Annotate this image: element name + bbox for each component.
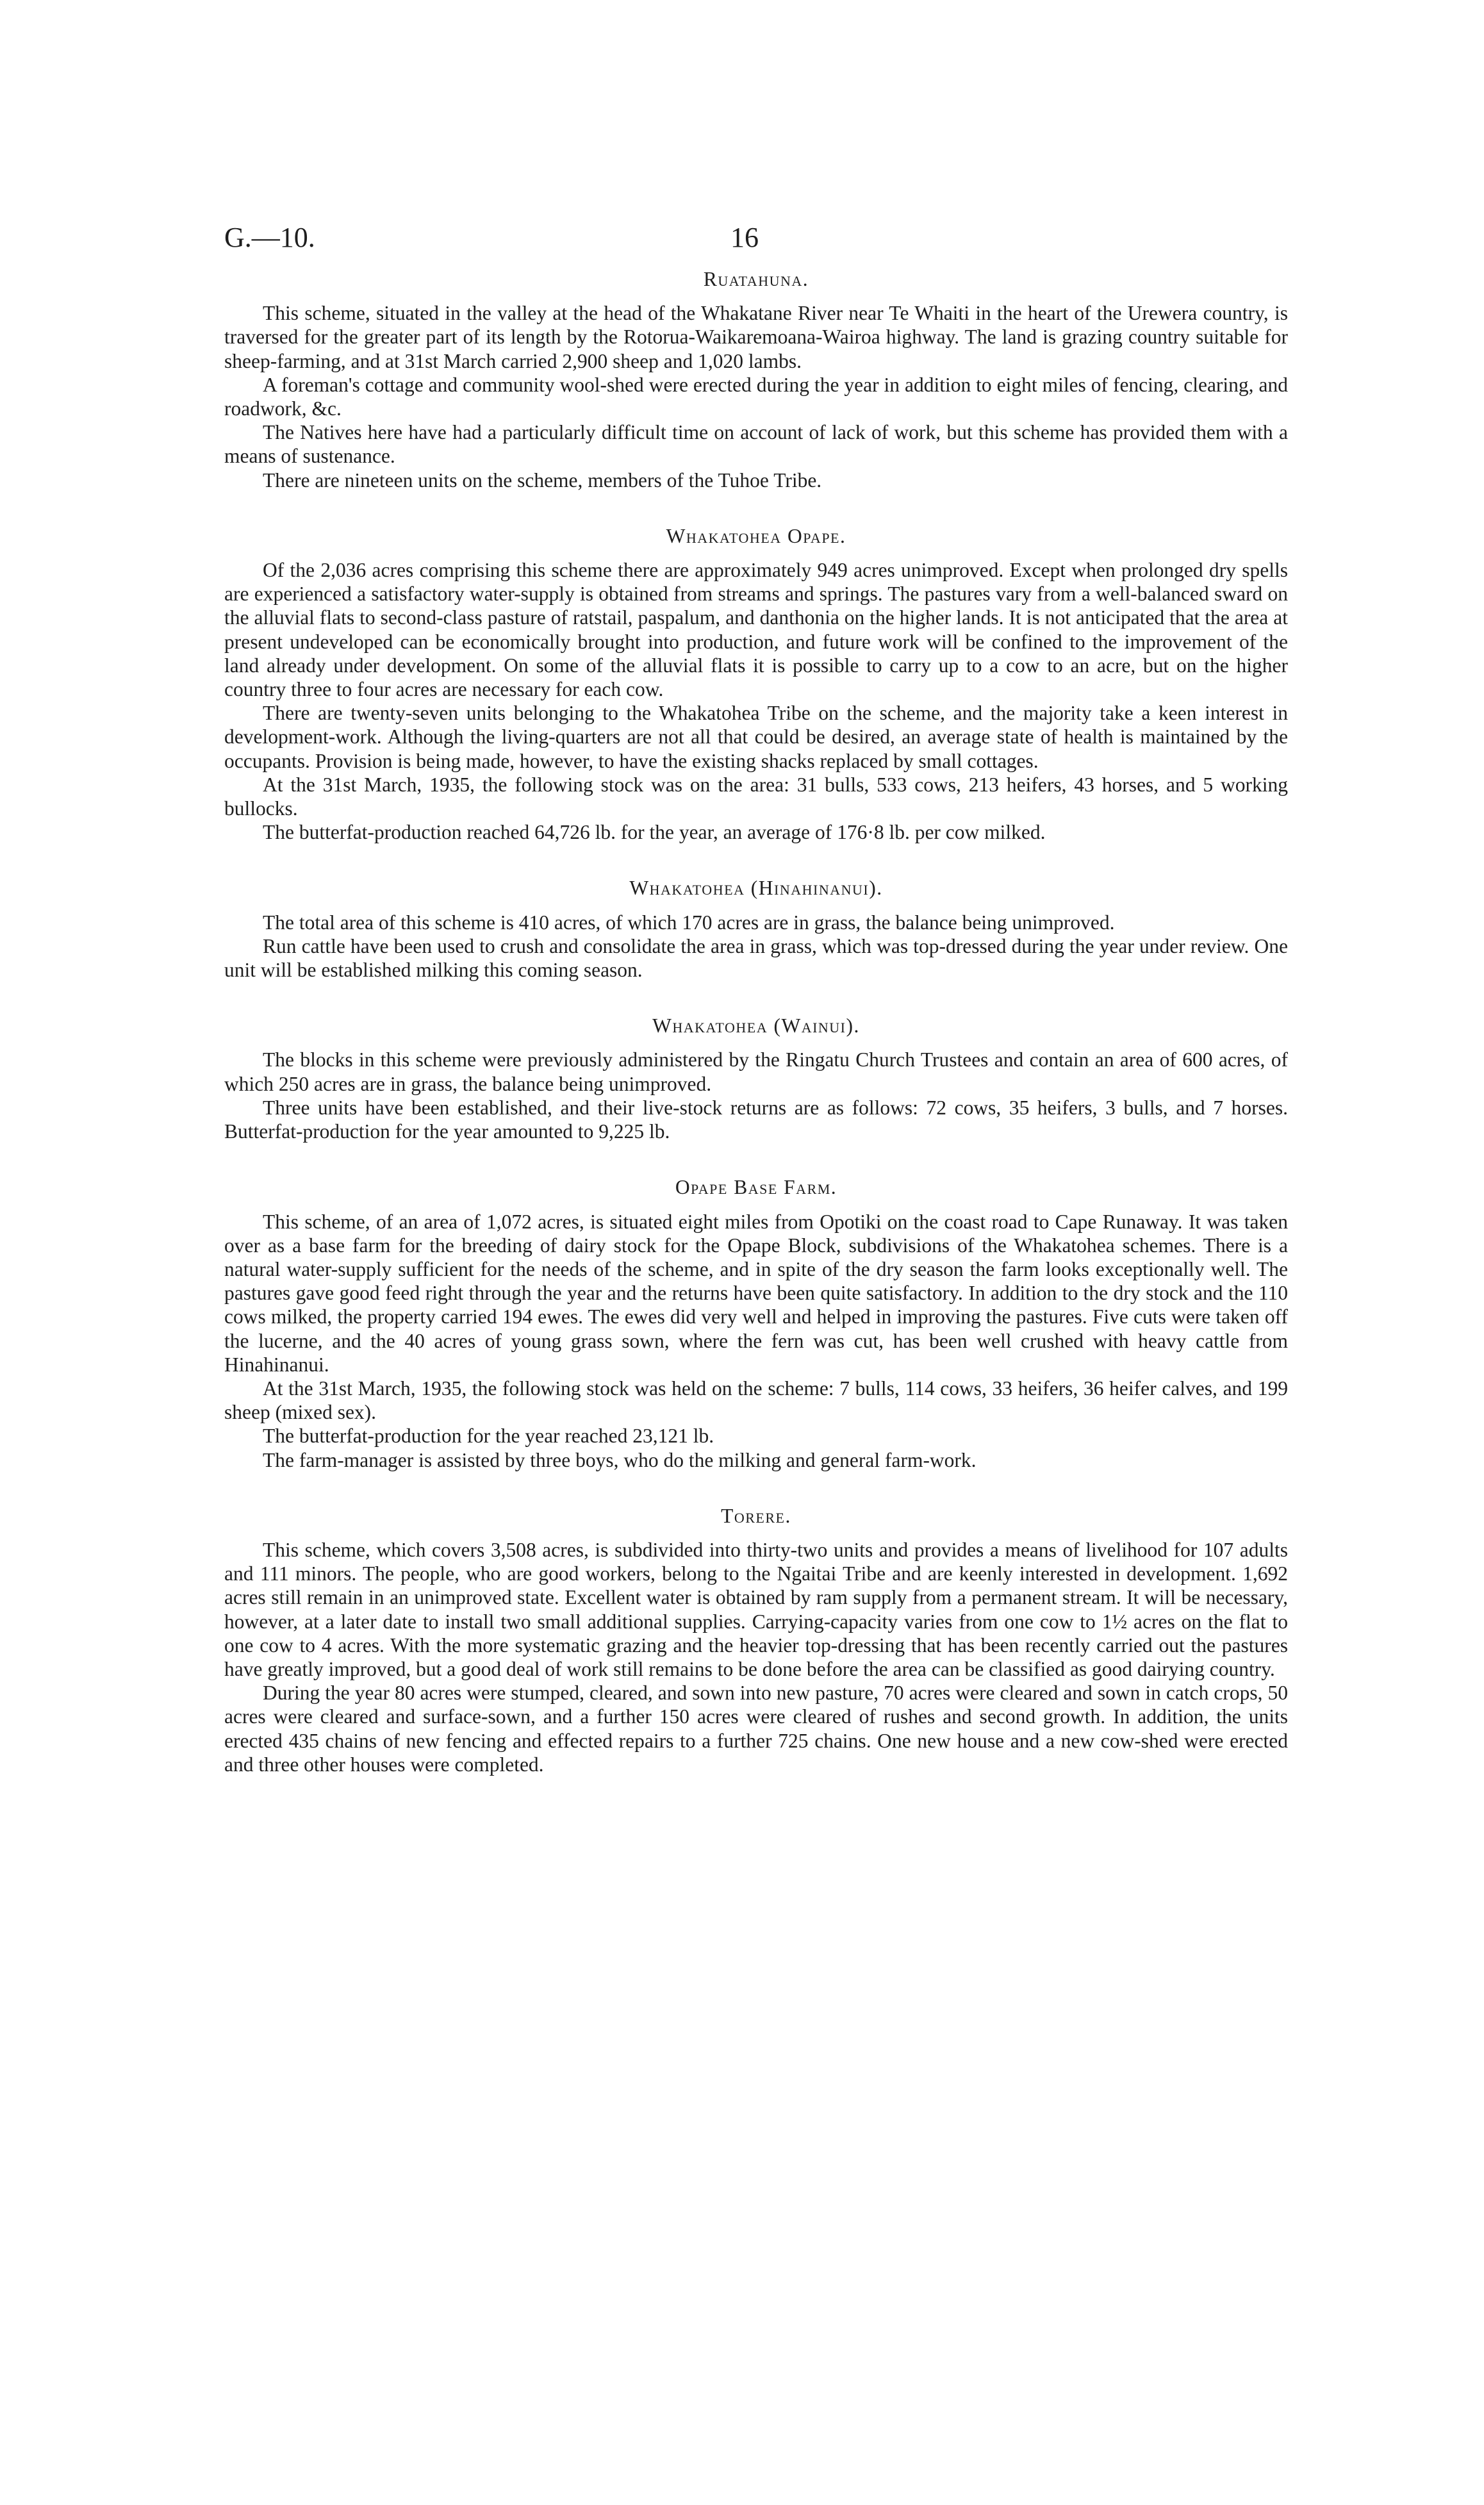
paragraph: Three units have been established, and their live-stock returns are as follows: 72 cows, 35 heifers, 3 bulls, and 7 horses. Butterfat-production for the year amounted to 9,225 lb. — [224, 1096, 1288, 1143]
section-torere — [224, 1504, 1288, 1776]
section-title: Ruatahuna. — [703, 268, 809, 290]
document-reference: G.—10. — [224, 222, 315, 253]
section-title: Whakatohea (Hinahinanui). — [629, 877, 883, 900]
section-title: Opape Base Farm. — [675, 1176, 837, 1199]
page-header — [224, 221, 1288, 260]
document-body — [224, 260, 1288, 1808]
paragraph: This scheme, situated in the valley at the head of the Whakatane River near Te Whaiti in the heart of the Urewera country, is traversed for the greater part of its length by the Rotorua-Waikaremoana-Wairoa highway. The land is grazing country suitable for sheep-farming, and at 31st March carried 2,900 sheep and 1,020 lambs. — [224, 302, 1288, 372]
paragraph: The total area of this scheme is 410 acres, of which 170 acres are in grass, the balance being unimproved. — [263, 911, 1115, 934]
paragraph: This scheme, which covers 3,508 acres, is subdivided into thirty-two units and provides a means of livelihood for 107 adults and 111 minors. The people, who are good workers, belong to the Ngaitai Tribe and are keenly interested in development. 1,692 acres still remain in an unimproved state. Excellent water is obtained by ram supply from a permanent stream. It will be necessary, however, at a later date to install two small additional supplies. Carrying-capacity varies from one cow to 1½ acres on the flat to one cow to 4 acres. With the more systematic grazing and the heavier top-dressing that has been recently carried out the pastures have greatly improved, but a good deal of work still remains to be done before the area can be classified as good dairying country. — [224, 1538, 1288, 1680]
paragraph: The blocks in this scheme were previously administered by the Ringatu Church Trustees and contain an area of 600 acres, of which 250 acres are in grass, the balance being unimproved. — [224, 1048, 1288, 1095]
paragraph: During the year 80 acres were stumped, cleared, and sown into new pasture, 70 acres were cleared and sown in catch crops, 50 acres were cleared and surface-sown, and a further 150 acres were cleared of rushes and second growth. In addition, the units erected 435 chains of new fencing and effected repairs to a further 725 chains. One new house and a new cow-shed were erected and three other houses were completed. — [224, 1682, 1288, 1776]
paragraph: The farm-manager is assisted by three boys, who do the milking and general farm-work. — [263, 1448, 977, 1471]
section-ruatahuna — [224, 267, 1288, 492]
paragraph: Of the 2,036 acres comprising this scheme there are approximately 949 acres unimproved. Except when prolonged dry spells are experienced a satisfactory water-supply is obtained from streams and springs. The pastures vary from a well-balanced sward on the alluvial flats to second-class pasture of ratstail, paspalum, and danthonia on the higher lands. It is not anticipated that the area at present undeveloped can be economically brought into production, and future work will be confined to the improvement of the land already under development. On some of the alluvial flats it is possible to carry up to a cow to an acre, but on the higher country three to four acres are necessary for each cow. — [224, 559, 1288, 701]
paragraph: There are twenty-seven units belonging to the Whakatohea Tribe on the scheme, and the majority take a keen interest in development-work. Although the living-quarters are not all that could be desired, an average state of health is maintained by the occupants. Provision is being made, however, to have the existing shacks replaced by small cottages. — [224, 702, 1288, 772]
section-opape-base-farm — [224, 1175, 1288, 1471]
paragraph: A foreman's cottage and community wool-shed were erected during the year in addition to eight miles of fencing, clearing, and roadwork, &c. — [224, 373, 1288, 420]
paragraph: The butterfat-production reached 64,726 lb. for the year, an average of 176·8 lb. per cow milked. — [263, 821, 1046, 844]
page-number: 16 — [730, 222, 759, 253]
paragraph: There are nineteen units on the scheme, members of the Tuhoe Tribe. — [263, 468, 822, 492]
paragraph: At the 31st March, 1935, the following stock was held on the scheme: 7 bulls, 114 cows, 33 heifers, 36 heifer calves, and 199 sheep (mixed sex). — [224, 1377, 1288, 1424]
paragraph: At the 31st March, 1935, the following stock was on the area: 31 bulls, 533 cows, 213 heifers, 43 horses, and 5 working bullocks. — [224, 773, 1288, 820]
section-title: Whakatohea (Wainui). — [652, 1014, 860, 1038]
section-whakatohea-hinahinanui — [224, 876, 1288, 982]
section-whakatohea-opape — [224, 524, 1288, 845]
paragraph: The butterfat-production for the year reached 23,121 lb. — [263, 1425, 714, 1448]
paragraph: This scheme, of an area of 1,072 acres, is situated eight miles from Opotiki on the coast road to Cape Runaway. It was taken over as a base farm for the breeding of dairy stock for the Opape Block, subdivisions of the Whakatohea schemes. There is a natural water-supply sufficient for the needs of the scheme, and in spite of the dry season the farm looks exceptionally well. The pastures gave good feed right through the year and the returns have been quite satisfactory. In addition to the dry stock and the 110 cows milked, the property carried 194 ewes. The ewes did very well and helped in improving the pastures. Five cuts were taken off the lucerne, and the 40 acres of young grass sown, where the fern was cut, has been well crushed with heavy cattle from Hinahinanui. — [224, 1210, 1288, 1376]
section-whakatohea-wainui — [224, 1014, 1288, 1143]
section-title: Whakatohea Opape. — [666, 524, 846, 547]
paragraph: The Natives here have had a particularly difficult time on account of lack of work, but this scheme has provided them with a means of sustenance. — [224, 421, 1288, 468]
section-title: Torere. — [721, 1504, 791, 1527]
paragraph: Run cattle have been used to crush and consolidate the area in grass, which was top-dressed during the year under review. One unit will be established milking this coming season. — [224, 934, 1288, 982]
